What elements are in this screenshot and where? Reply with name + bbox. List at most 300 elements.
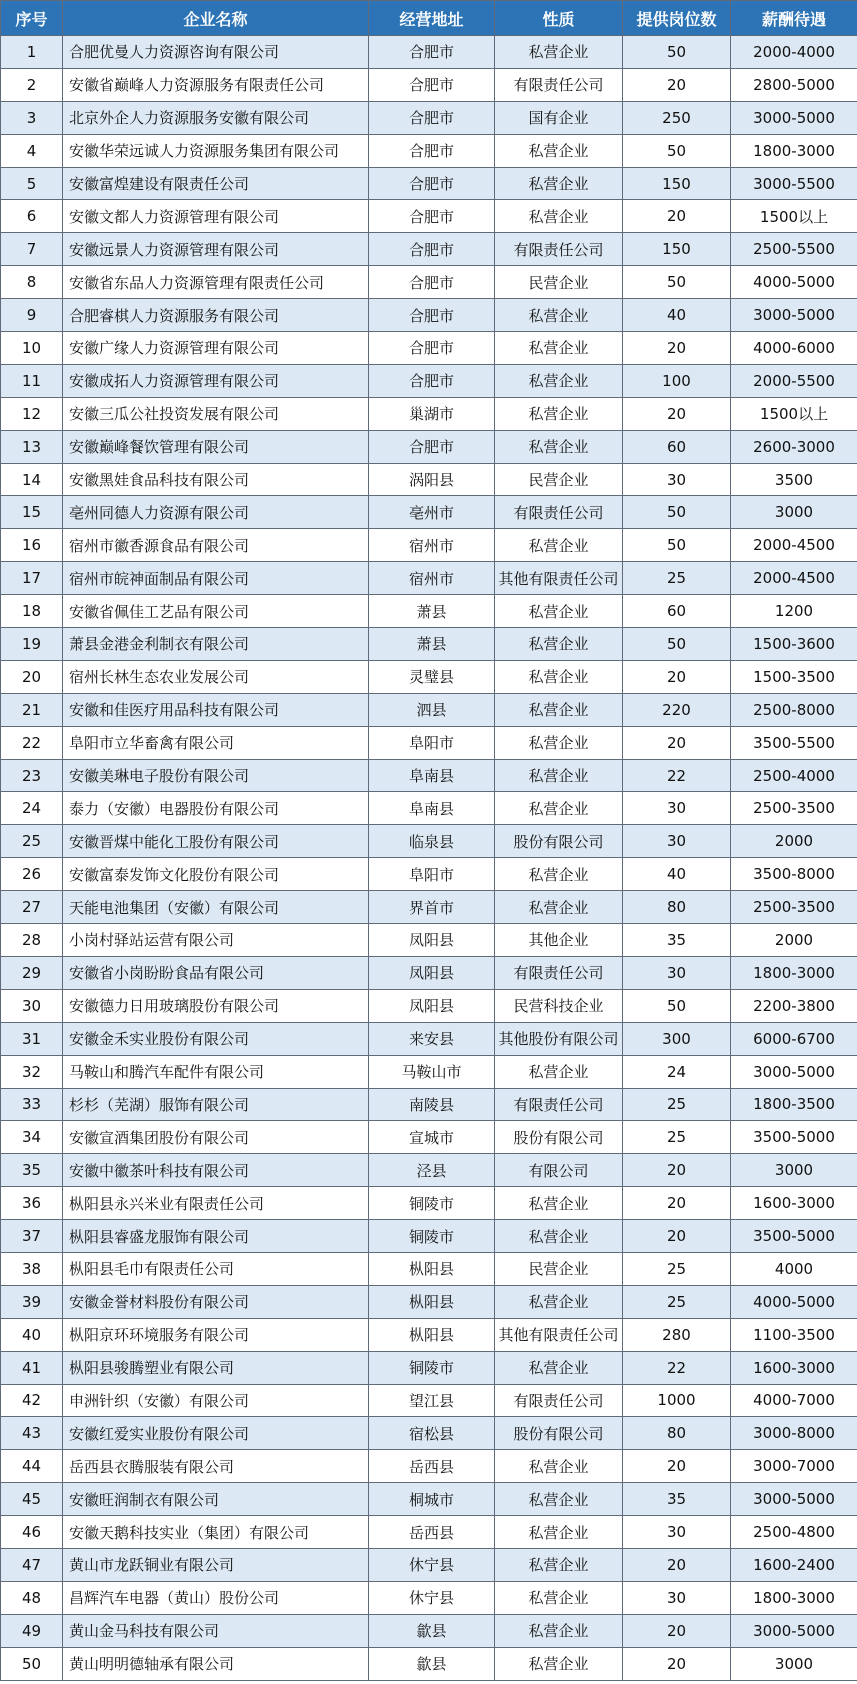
cell-company-name: 枞阳京环环境服务有限公司: [63, 1318, 369, 1351]
cell-nature: 私营企业: [495, 1450, 623, 1483]
table-row: [1, 759, 857, 792]
cell-salary: 1200: [731, 595, 857, 628]
cell-positions: 1000: [623, 1384, 731, 1417]
cell-index: 23: [1, 759, 63, 792]
table-row: [1, 825, 857, 858]
cell-index: 24: [1, 792, 63, 825]
table-row: [1, 956, 857, 989]
header-index: 序号: [1, 1, 63, 36]
cell-company-name: 安徽中徽茶叶科技有限公司: [63, 1154, 369, 1187]
cell-address: 休宁县: [369, 1548, 495, 1581]
cell-company-name: 安徽德力日用玻璃股份有限公司: [63, 989, 369, 1022]
table-row: [1, 792, 857, 825]
cell-positions: 80: [623, 1417, 731, 1450]
cell-address: 宿松县: [369, 1417, 495, 1450]
cell-address: 合肥市: [369, 233, 495, 266]
cell-nature: 股份有限公司: [495, 1121, 623, 1154]
cell-salary: 2000-4000: [731, 36, 857, 69]
cell-address: 界首市: [369, 891, 495, 924]
cell-address: 合肥市: [369, 68, 495, 101]
cell-salary: 3500-5000: [731, 1121, 857, 1154]
cell-positions: 100: [623, 364, 731, 397]
cell-salary: 3000: [731, 496, 857, 529]
cell-salary: 1500以上: [731, 397, 857, 430]
cell-nature: 其他股份有限公司: [495, 1022, 623, 1055]
table-row: [1, 299, 857, 332]
cell-salary: 4000: [731, 1252, 857, 1285]
cell-company-name: 安徽远景人力资源管理有限公司: [63, 233, 369, 266]
cell-address: 岳西县: [369, 1516, 495, 1549]
cell-salary: 4000-6000: [731, 332, 857, 365]
table-row: [1, 1088, 857, 1121]
table-row: [1, 989, 857, 1022]
cell-positions: 60: [623, 430, 731, 463]
cell-salary: 2500-3500: [731, 792, 857, 825]
cell-company-name: 申洲针织（安徽）有限公司: [63, 1384, 369, 1417]
cell-address: 亳州市: [369, 496, 495, 529]
table-row: [1, 233, 857, 266]
cell-company-name: 安徽黑娃食品科技有限公司: [63, 463, 369, 496]
cell-index: 38: [1, 1252, 63, 1285]
cell-address: 泾县: [369, 1154, 495, 1187]
table-row: [1, 562, 857, 595]
cell-company-name: 安徽金禾实业股份有限公司: [63, 1022, 369, 1055]
cell-address: 枞阳县: [369, 1252, 495, 1285]
cell-nature: 其他有限责任公司: [495, 1318, 623, 1351]
cell-address: 合肥市: [369, 332, 495, 365]
cell-index: 29: [1, 956, 63, 989]
cell-company-name: 安徽三瓜公社投资发展有限公司: [63, 397, 369, 430]
cell-address: 铜陵市: [369, 1220, 495, 1253]
cell-index: 20: [1, 660, 63, 693]
cell-positions: 25: [623, 1088, 731, 1121]
cell-address: 合肥市: [369, 364, 495, 397]
cell-index: 19: [1, 628, 63, 661]
cell-index: 41: [1, 1351, 63, 1384]
table-row: [1, 463, 857, 496]
cell-address: 临泉县: [369, 825, 495, 858]
table-row: [1, 1252, 857, 1285]
cell-address: 合肥市: [369, 299, 495, 332]
cell-index: 37: [1, 1220, 63, 1253]
table-row: [1, 693, 857, 726]
cell-nature: 私营企业: [495, 759, 623, 792]
table-row: [1, 1318, 857, 1351]
cell-company-name: 昌辉汽车电器（黄山）股份公司: [63, 1581, 369, 1614]
cell-positions: 25: [623, 1285, 731, 1318]
cell-company-name: 宿州市皖神面制品有限公司: [63, 562, 369, 595]
cell-index: 25: [1, 825, 63, 858]
cell-nature: 私营企业: [495, 660, 623, 693]
cell-index: 44: [1, 1450, 63, 1483]
cell-company-name: 天能电池集团（安徽）有限公司: [63, 891, 369, 924]
cell-salary: 3000-5000: [731, 1055, 857, 1088]
cell-positions: 250: [623, 101, 731, 134]
cell-positions: 20: [623, 68, 731, 101]
header-positions: 提供岗位数: [623, 1, 731, 36]
cell-company-name: 马鞍山和腾汽车配件有限公司: [63, 1055, 369, 1088]
cell-nature: 私营企业: [495, 1548, 623, 1581]
cell-nature: 有限责任公司: [495, 956, 623, 989]
cell-address: 泗县: [369, 693, 495, 726]
table-row: [1, 1055, 857, 1088]
cell-address: 望江县: [369, 1384, 495, 1417]
cell-nature: 私营企业: [495, 1351, 623, 1384]
cell-positions: 22: [623, 759, 731, 792]
cell-index: 2: [1, 68, 63, 101]
table-row: [1, 1614, 857, 1647]
cell-positions: 50: [623, 529, 731, 562]
cell-positions: 150: [623, 167, 731, 200]
cell-index: 1: [1, 36, 63, 69]
table-row: [1, 1384, 857, 1417]
cell-address: 歙县: [369, 1614, 495, 1647]
cell-nature: 有限公司: [495, 1154, 623, 1187]
cell-nature: 私营企业: [495, 858, 623, 891]
table-row: [1, 430, 857, 463]
table-row: [1, 726, 857, 759]
cell-address: 合肥市: [369, 430, 495, 463]
cell-company-name: 枞阳县睿盛龙服饰有限公司: [63, 1220, 369, 1253]
cell-company-name: 阜阳市立华畜禽有限公司: [63, 726, 369, 759]
cell-nature: 私营企业: [495, 792, 623, 825]
cell-positions: 150: [623, 233, 731, 266]
cell-index: 11: [1, 364, 63, 397]
cell-positions: 60: [623, 595, 731, 628]
table-row: [1, 1483, 857, 1516]
cell-positions: 50: [623, 134, 731, 167]
cell-positions: 30: [623, 825, 731, 858]
cell-salary: 2000-4500: [731, 562, 857, 595]
cell-index: 13: [1, 430, 63, 463]
cell-company-name: 合肥睿棋人力资源服务有限公司: [63, 299, 369, 332]
cell-nature: 私营企业: [495, 1187, 623, 1220]
cell-nature: 私营企业: [495, 1483, 623, 1516]
cell-nature: 民营企业: [495, 1252, 623, 1285]
table-row: [1, 858, 857, 891]
cell-index: 33: [1, 1088, 63, 1121]
table-row: [1, 1516, 857, 1549]
cell-salary: 3000-5000: [731, 1483, 857, 1516]
cell-address: 合肥市: [369, 36, 495, 69]
cell-salary: 1800-3000: [731, 956, 857, 989]
cell-address: 合肥市: [369, 134, 495, 167]
table-row: [1, 167, 857, 200]
cell-salary: 1600-2400: [731, 1548, 857, 1581]
cell-nature: 民营科技企业: [495, 989, 623, 1022]
cell-nature: 其他有限责任公司: [495, 562, 623, 595]
table-row: [1, 36, 857, 69]
cell-salary: 3000-5000: [731, 101, 857, 134]
cell-index: 49: [1, 1614, 63, 1647]
cell-nature: 私营企业: [495, 167, 623, 200]
cell-positions: 20: [623, 1647, 731, 1680]
table-row: [1, 1450, 857, 1483]
cell-index: 43: [1, 1417, 63, 1450]
table-row: [1, 101, 857, 134]
cell-address: 阜阳市: [369, 726, 495, 759]
cell-positions: 50: [623, 266, 731, 299]
cell-company-name: 安徽红爱实业股份有限公司: [63, 1417, 369, 1450]
cell-index: 50: [1, 1647, 63, 1680]
cell-address: 阜南县: [369, 759, 495, 792]
cell-salary: 3500: [731, 463, 857, 496]
cell-positions: 30: [623, 1516, 731, 1549]
cell-salary: 3000-5000: [731, 1614, 857, 1647]
cell-nature: 私营企业: [495, 332, 623, 365]
cell-company-name: 宿州市徽香源食品有限公司: [63, 529, 369, 562]
cell-positions: 50: [623, 36, 731, 69]
cell-company-name: 安徽省巅峰人力资源服务有限责任公司: [63, 68, 369, 101]
cell-positions: 50: [623, 496, 731, 529]
cell-company-name: 安徽宣酒集团股份有限公司: [63, 1121, 369, 1154]
cell-positions: 80: [623, 891, 731, 924]
cell-positions: 20: [623, 332, 731, 365]
cell-salary: 2500-5500: [731, 233, 857, 266]
cell-salary: 1600-3000: [731, 1351, 857, 1384]
cell-index: 6: [1, 200, 63, 233]
cell-nature: 私营企业: [495, 1055, 623, 1088]
cell-nature: 私营企业: [495, 1614, 623, 1647]
cell-positions: 40: [623, 299, 731, 332]
cell-address: 枞阳县: [369, 1318, 495, 1351]
cell-nature: 其他企业: [495, 924, 623, 957]
table-body: [1, 36, 857, 1681]
cell-address: 枞阳县: [369, 1285, 495, 1318]
cell-index: 22: [1, 726, 63, 759]
cell-salary: 2500-4000: [731, 759, 857, 792]
cell-index: 42: [1, 1384, 63, 1417]
cell-positions: 25: [623, 1252, 731, 1285]
cell-company-name: 安徽巅峰餐饮管理有限公司: [63, 430, 369, 463]
cell-positions: 30: [623, 1581, 731, 1614]
cell-salary: 3000: [731, 1647, 857, 1680]
cell-company-name: 枞阳县永兴米业有限责任公司: [63, 1187, 369, 1220]
cell-positions: 300: [623, 1022, 731, 1055]
table-row: [1, 1220, 857, 1253]
cell-salary: 2000: [731, 924, 857, 957]
cell-salary: 4000-7000: [731, 1384, 857, 1417]
cell-salary: 4000-5000: [731, 266, 857, 299]
cell-salary: 1100-3500: [731, 1318, 857, 1351]
cell-nature: 私营企业: [495, 299, 623, 332]
cell-address: 宿州市: [369, 529, 495, 562]
cell-nature: 私营企业: [495, 36, 623, 69]
cell-nature: 有限责任公司: [495, 233, 623, 266]
cell-index: 45: [1, 1483, 63, 1516]
cell-company-name: 安徽旺润制衣有限公司: [63, 1483, 369, 1516]
cell-positions: 20: [623, 1614, 731, 1647]
cell-salary: 3000-5500: [731, 167, 857, 200]
cell-address: 休宁县: [369, 1581, 495, 1614]
cell-nature: 有限责任公司: [495, 496, 623, 529]
cell-nature: 私营企业: [495, 1581, 623, 1614]
cell-address: 歙县: [369, 1647, 495, 1680]
cell-index: 35: [1, 1154, 63, 1187]
cell-salary: 3000-5000: [731, 299, 857, 332]
cell-address: 凤阳县: [369, 989, 495, 1022]
cell-positions: 35: [623, 924, 731, 957]
header-nature: 性质: [495, 1, 623, 36]
cell-nature: 股份有限公司: [495, 1417, 623, 1450]
cell-company-name: 安徽天鹅科技实业（集团）有限公司: [63, 1516, 369, 1549]
cell-index: 7: [1, 233, 63, 266]
header-company-name: 企业名称: [63, 1, 369, 36]
cell-nature: 私营企业: [495, 529, 623, 562]
cell-nature: 私营企业: [495, 200, 623, 233]
cell-nature: 民营企业: [495, 266, 623, 299]
cell-address: 来安县: [369, 1022, 495, 1055]
table-row: [1, 660, 857, 693]
cell-positions: 20: [623, 1220, 731, 1253]
cell-address: 宿州市: [369, 562, 495, 595]
cell-company-name: 杉杉（芜湖）服饰有限公司: [63, 1088, 369, 1121]
cell-positions: 25: [623, 1121, 731, 1154]
cell-positions: 30: [623, 792, 731, 825]
cell-positions: 20: [623, 200, 731, 233]
cell-index: 34: [1, 1121, 63, 1154]
cell-address: 南陵县: [369, 1088, 495, 1121]
cell-salary: 2500-3500: [731, 891, 857, 924]
cell-positions: 20: [623, 660, 731, 693]
cell-company-name: 安徽华荣远诚人力资源服务集团有限公司: [63, 134, 369, 167]
cell-address: 铜陵市: [369, 1187, 495, 1220]
cell-positions: 50: [623, 989, 731, 1022]
cell-salary: 4000-5000: [731, 1285, 857, 1318]
cell-salary: 2500-8000: [731, 693, 857, 726]
cell-index: 28: [1, 924, 63, 957]
cell-company-name: 北京外企人力资源服务安徽有限公司: [63, 101, 369, 134]
cell-salary: 3000-7000: [731, 1450, 857, 1483]
cell-salary: 6000-6700: [731, 1022, 857, 1055]
cell-address: 岳西县: [369, 1450, 495, 1483]
cell-company-name: 安徽成拓人力资源管理有限公司: [63, 364, 369, 397]
cell-salary: 2000-4500: [731, 529, 857, 562]
cell-nature: 私营企业: [495, 1647, 623, 1680]
cell-company-name: 萧县金港金利制衣有限公司: [63, 628, 369, 661]
cell-positions: 35: [623, 1483, 731, 1516]
cell-positions: 20: [623, 1187, 731, 1220]
cell-nature: 私营企业: [495, 1516, 623, 1549]
cell-company-name: 枞阳县毛巾有限责任公司: [63, 1252, 369, 1285]
cell-salary: 1800-3000: [731, 134, 857, 167]
cell-nature: 私营企业: [495, 364, 623, 397]
cell-company-name: 亳州同德人力资源有限公司: [63, 496, 369, 529]
cell-company-name: 黄山明明德轴承有限公司: [63, 1647, 369, 1680]
cell-index: 21: [1, 693, 63, 726]
table-row: [1, 134, 857, 167]
cell-company-name: 宿州长林生态农业发展公司: [63, 660, 369, 693]
cell-company-name: 岳西县衣腾服装有限公司: [63, 1450, 369, 1483]
cell-index: 30: [1, 989, 63, 1022]
cell-company-name: 安徽晋煤中能化工股份有限公司: [63, 825, 369, 858]
cell-company-name: 合肥优曼人力资源咨询有限公司: [63, 36, 369, 69]
cell-positions: 22: [623, 1351, 731, 1384]
cell-salary: 1800-3500: [731, 1088, 857, 1121]
cell-nature: 私营企业: [495, 726, 623, 759]
table-row: [1, 1154, 857, 1187]
table-row: [1, 332, 857, 365]
cell-company-name: 安徽省佩佳工艺品有限公司: [63, 595, 369, 628]
cell-company-name: 枞阳县骏腾塑业有限公司: [63, 1351, 369, 1384]
cell-address: 合肥市: [369, 200, 495, 233]
cell-nature: 私营企业: [495, 595, 623, 628]
cell-address: 灵璧县: [369, 660, 495, 693]
table-row: [1, 364, 857, 397]
cell-positions: 220: [623, 693, 731, 726]
cell-salary: 1800-3000: [731, 1581, 857, 1614]
cell-nature: 有限责任公司: [495, 68, 623, 101]
cell-address: 萧县: [369, 628, 495, 661]
cell-address: 凤阳县: [369, 924, 495, 957]
cell-salary: 3000: [731, 1154, 857, 1187]
cell-company-name: 安徽广缘人力资源管理有限公司: [63, 332, 369, 365]
cell-salary: 3500-5500: [731, 726, 857, 759]
cell-index: 31: [1, 1022, 63, 1055]
cell-positions: 20: [623, 1154, 731, 1187]
cell-index: 36: [1, 1187, 63, 1220]
cell-positions: 40: [623, 858, 731, 891]
cell-company-name: 安徽富煌建设有限责任公司: [63, 167, 369, 200]
cell-salary: 2600-3000: [731, 430, 857, 463]
cell-nature: 私营企业: [495, 628, 623, 661]
cell-nature: 私营企业: [495, 693, 623, 726]
cell-address: 合肥市: [369, 167, 495, 200]
table-row: [1, 1121, 857, 1154]
cell-salary: 1500以上: [731, 200, 857, 233]
cell-address: 宣城市: [369, 1121, 495, 1154]
cell-positions: 24: [623, 1055, 731, 1088]
cell-address: 马鞍山市: [369, 1055, 495, 1088]
cell-index: 12: [1, 397, 63, 430]
table-row: [1, 924, 857, 957]
cell-positions: 20: [623, 1450, 731, 1483]
cell-nature: 股份有限公司: [495, 825, 623, 858]
cell-company-name: 泰力（安徽）电器股份有限公司: [63, 792, 369, 825]
table-row: [1, 628, 857, 661]
cell-nature: 私营企业: [495, 1220, 623, 1253]
header-salary: 薪酬待遇: [731, 1, 857, 36]
cell-salary: 2500-4800: [731, 1516, 857, 1549]
cell-address: 阜阳市: [369, 858, 495, 891]
table-row: [1, 68, 857, 101]
cell-company-name: 小岗村驿站运营有限公司: [63, 924, 369, 957]
cell-address: 合肥市: [369, 101, 495, 134]
cell-salary: 3500-8000: [731, 858, 857, 891]
cell-nature: 私营企业: [495, 430, 623, 463]
cell-nature: 私营企业: [495, 891, 623, 924]
table-row: [1, 1417, 857, 1450]
cell-index: 48: [1, 1581, 63, 1614]
cell-company-name: 安徽省东品人力资源管理有限责任公司: [63, 266, 369, 299]
cell-salary: 1600-3000: [731, 1187, 857, 1220]
cell-positions: 30: [623, 463, 731, 496]
cell-address: 铜陵市: [369, 1351, 495, 1384]
table-row: [1, 266, 857, 299]
cell-company-name: 安徽文都人力资源管理有限公司: [63, 200, 369, 233]
cell-nature: 有限责任公司: [495, 1384, 623, 1417]
cell-index: 47: [1, 1548, 63, 1581]
cell-salary: 2000-5500: [731, 364, 857, 397]
cell-salary: 2200-3800: [731, 989, 857, 1022]
cell-nature: 民营企业: [495, 463, 623, 496]
cell-index: 27: [1, 891, 63, 924]
cell-address: 凤阳县: [369, 956, 495, 989]
cell-positions: 50: [623, 628, 731, 661]
cell-company-name: 安徽省小岗盼盼食品有限公司: [63, 956, 369, 989]
table-row: [1, 200, 857, 233]
cell-salary: 1500-3600: [731, 628, 857, 661]
